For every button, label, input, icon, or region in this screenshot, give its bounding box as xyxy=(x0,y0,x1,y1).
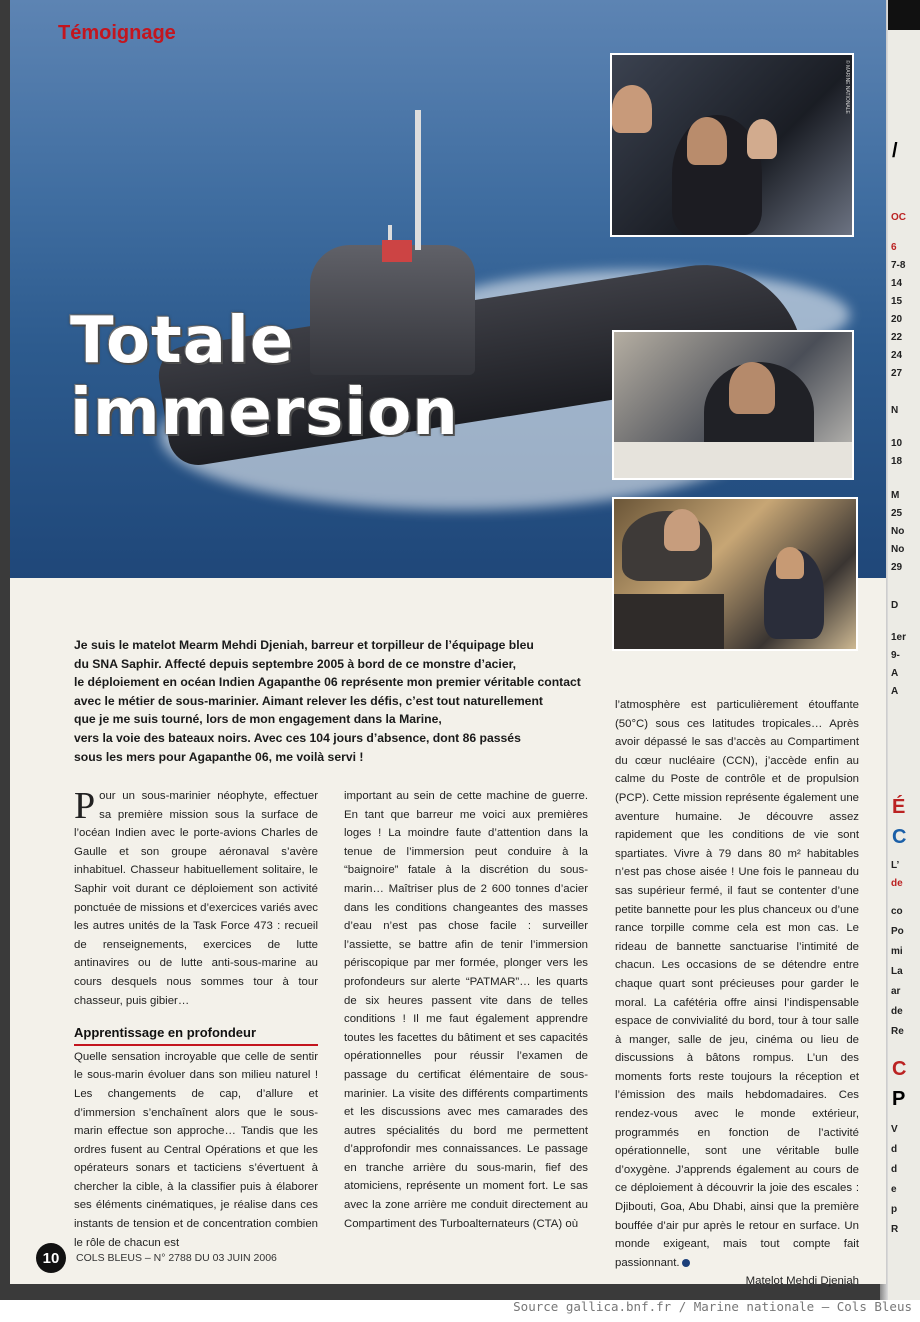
adjacent-text: ar xyxy=(891,986,901,997)
intro-line: vers la voie des bateaux noirs. Avec ces 104 jours d’absence, dont 86 passés xyxy=(74,730,521,745)
drop-cap: P xyxy=(74,785,96,827)
adjacent-heading: P xyxy=(892,1088,906,1110)
adjacent-text: e xyxy=(891,1184,897,1195)
adjacent-text: 7-8 xyxy=(891,260,906,271)
paragraph-text: our un sous-marinier néophyte, effectuer sa première mission sous la surface de l’océan Indien avec le porte-avions Charles de Gaulle et son groupe aéronaval s’avère inhabituel. Chasseur habituellement solitaire, le Saphir voit durant ce déploiement son activité ponctuée de missions et d’exercices variés avec les autres unités de la Task Force 473 : recueil de renseignements, exercices de lutte antinavires ou de lutte anti-sous-marine au cours desquels nous sommes tour à tour chasseur, puis gibier… xyxy=(74,790,318,1007)
adjacent-text: A xyxy=(891,686,899,697)
adjacent-text: mi xyxy=(891,946,903,957)
adjacent-heading: É xyxy=(892,796,906,818)
torpedo-rack xyxy=(614,594,724,649)
page-number: 10 xyxy=(36,1243,66,1273)
adjacent-slash: / xyxy=(892,140,898,162)
adjacent-text: 25 xyxy=(891,508,903,519)
adjacent-text: L’ xyxy=(891,860,900,871)
adjacent-text: No xyxy=(891,544,905,555)
source-attribution: Source gallica.bnf.fr / Marine nationale – Cols Bleus xyxy=(513,1299,912,1314)
intro-line: sous les mers pour Agapanthe 06, me voilà servi ! xyxy=(74,749,364,764)
sailor-face xyxy=(776,547,804,579)
adjacent-text: d xyxy=(891,1144,898,1155)
adjacent-text: 22 xyxy=(891,332,903,343)
bunk-mattress xyxy=(614,442,852,478)
adjacent-text: Po xyxy=(891,926,904,937)
column-1-paragraph-2: Quelle sensation incroyable que celle de sentir le sous-marin évoluer dans son milieu naturel ! Les changements de cap, d’allure et d’immersion s’enchaînent alors que le sous-marin effectue son approche… Tandis que les ordres fusent au Central Opérations et que les opérateurs sonars et tacticiens s’évertuent à chercher la cible, à la classifier puis à élaborer ses éléments cinématiques, je réalise dans ces instants de tension et de concentration combien le rôle de chacun est xyxy=(74,1050,318,1249)
article-intro xyxy=(74,636,614,766)
adjacent-text: Re xyxy=(891,1026,904,1037)
adjacent-text: 14 xyxy=(891,278,903,289)
adjacent-text: de xyxy=(891,878,903,889)
intro-line: Je suis le matelot Mearm Mehdi Djeniah, barreur et torpilleur de l’équipage bleu xyxy=(74,638,534,652)
intro-line: avec le métier de sous-marinier. Aimant relever les défis, c’est tout naturellement xyxy=(74,693,543,708)
adjacent-text: d xyxy=(891,1164,898,1175)
adjacent-text: de xyxy=(891,1006,903,1017)
photo-credit: © MARINE NATIONALE xyxy=(844,60,850,114)
adjacent-heading: C xyxy=(892,1058,907,1080)
adjacent-text: R xyxy=(891,1224,899,1235)
sailor-face xyxy=(664,509,700,551)
adjacent-text: OC xyxy=(891,212,906,223)
adjacent-text: 29 xyxy=(891,562,903,573)
article-title xyxy=(70,305,459,449)
adjacent-text: 10 xyxy=(891,438,903,449)
torpedo-room-photo xyxy=(612,497,858,651)
sailor-face xyxy=(612,85,652,133)
author-signature: Matelot Mehdi Djeniah xyxy=(745,1275,859,1288)
column-3-paragraph xyxy=(615,696,859,1272)
column-2-paragraph: important au sein de cette machine de guerre. En tant que barreur me voici aux premières loges ! La moindre faute d’attention dans la tenue de l’immersion peut conduire à la “baignoire” fatale à la discrétion du sous-marin… Maîtriser plus de 2 600 tonnes d’acier dans les conditions changeantes des masses d’eau n’est pas chose facile : surveiller l’assiette, se battre afin de tenir l’immersion périscopique par mer formée, plonger vers les profondeurs sur alerte “PATMAR”… les quarts de six heures passent vite dans de telles conditions ! Il me faut également apprendre toutes les facettes du bâtiment et ses capacités opérationnelles pour réussir l’examen de passage du certificat élémentaire de sous-marinier. La visite des différents compartiments et les discussions avec mes camarades des autres spécialités du bord me permettent d’approfondir mes connaissances. Le passage en tranche arrière du sous-marin, fief des atomiciens, représente un moment fort. Le sas avec la zone arrière me conduit directement au Compartiment des Turboalternateurs (CTA) où xyxy=(344,790,588,1230)
page-footer xyxy=(36,1243,277,1273)
adjacent-text: V xyxy=(891,1124,898,1135)
adjacent-text: co xyxy=(891,906,903,917)
sailor-face xyxy=(687,117,727,165)
adjacent-text: La xyxy=(891,966,903,977)
adjacent-text: 20 xyxy=(891,314,903,325)
end-mark-icon xyxy=(682,1259,690,1267)
title-line-2: immersion xyxy=(70,376,459,450)
intro-line: du SNA Saphir. Affecté depuis septembre 2005 à bord de ce monstre d’acier, xyxy=(74,656,517,671)
adjacent-text: p xyxy=(891,1204,898,1215)
adjacent-text: No xyxy=(891,526,905,537)
paragraph-text: l’atmosphère est particulièrement étouffante (50°C) sous ces latitudes tropicales… Après avoir dépassé le sas d’accès au Compartiment du cœur nucléaire (CCN), j’accède enfin au calme du Poste de contrôle et de propulsion (PCP). Cette mission représente également une aventure humaine. Je découvre assez rapidement que les conditions de vie sont spartiates. Vivre à 79 dans 80 m² habitables n’est pas chose aisée ! Une fois le panneau du sas supérieur fermé, il faut se contenter d’une petite bannette pour les plus chanceux ou d’une rance torpille comme cela est mon cas. Le rideau de bannette sanctuarise l’intimité de chacun. Les occasions de se détendre entre chaque quart sont précieuses pour garder le moral. La cafétéria offre ainsi l’indispensable espace de convivialité du bord, tour à tour salle à manger, salle de jeu, cinéma ou lieu de discussions à bâtons rompus. L’un des moments forts reste toujours la réception et l’émission des mails hebdomadaires. Ces rendez-vous avec le monde extérieur, programmés en fonction de l’activité opérationnelle, sont une véritable bulle d’oxygène. J’apprends également au cours de ce déploiement à découvrir la joie des escales : Djibouti, Goa, Abu Dhabi, ainsi que la première bouffée d’air pur après le retour en surface. Un monde exigeant, mais tout compte fait passionnant. xyxy=(615,699,859,1269)
publication-info: COLS BLEUS – N° 2788 DU 03 JUIN 2006 xyxy=(76,1252,277,1264)
adjacent-text: 6 xyxy=(891,242,897,253)
adjacent-text: 1er xyxy=(891,632,907,643)
article-column-3 xyxy=(615,696,859,1291)
periscope-mast xyxy=(415,110,421,250)
adjacent-text: M xyxy=(891,490,900,501)
article-column-2 xyxy=(344,787,588,1233)
title-line-1: Totale xyxy=(70,304,295,378)
intro-line: que je me suis tourné, lors de mon engagement dans la Marine, xyxy=(74,712,442,727)
section-label: Témoignage xyxy=(58,22,176,44)
adjacent-text: 18 xyxy=(891,456,903,467)
crew-on-sail xyxy=(382,240,412,262)
sailor-face xyxy=(747,119,777,159)
adjacent-page xyxy=(880,0,920,1300)
adjacent-text: N xyxy=(891,405,899,416)
adjacent-text: 15 xyxy=(891,296,903,307)
control-room-photo xyxy=(610,53,854,237)
adjacent-text: 24 xyxy=(891,350,903,361)
column-1-paragraph-1 xyxy=(74,787,318,1010)
subheading: Apprentissage en profondeur xyxy=(74,1024,318,1046)
adjacent-text: 9- xyxy=(891,650,900,661)
sailor-face xyxy=(729,362,775,414)
bunk-photo xyxy=(612,330,854,480)
adjacent-heading: C xyxy=(892,826,907,848)
article-column-1 xyxy=(74,787,318,1252)
adjacent-text: D xyxy=(891,600,899,611)
adjacent-text: 27 xyxy=(891,368,903,379)
adjacent-text: A xyxy=(891,668,899,679)
intro-line: le déploiement en océan Indien Agapanthe 06 représente mon premier véritable contact xyxy=(74,675,581,690)
